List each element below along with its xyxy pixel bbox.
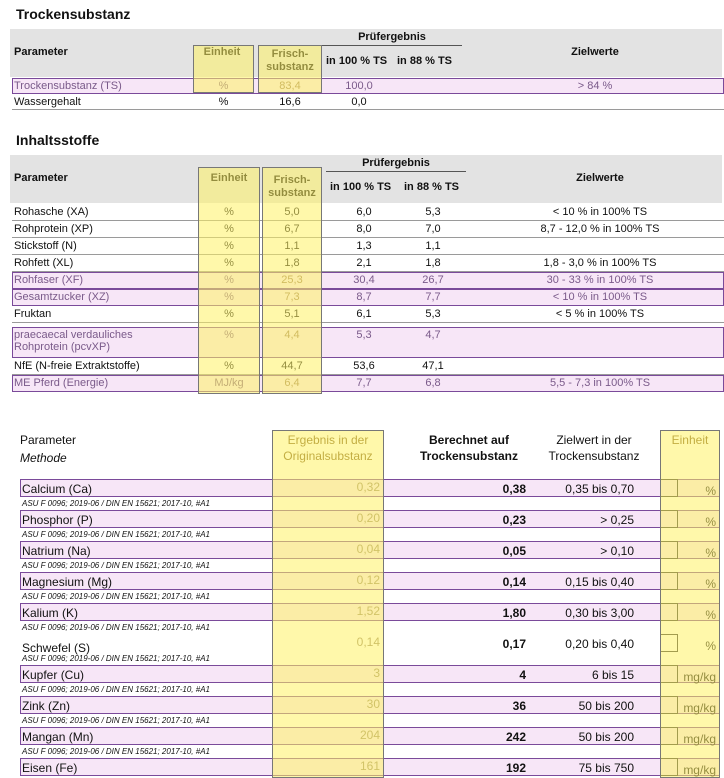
header-ts88: in 88 % TS (404, 181, 460, 193)
ts88-value: 7,7 (425, 291, 441, 303)
header-ts88: in 88 % TS (397, 55, 453, 67)
calculated-value: 0,14 (502, 575, 526, 589)
table-row (12, 306, 724, 323)
zielwert-value: 1,8 - 3,0 % in 100% TS (543, 257, 657, 269)
element-name: Calcium (Ca) (22, 482, 93, 496)
highlight-frischsubstanz-column (262, 167, 322, 394)
element-name: Phosphor (P) (22, 513, 93, 527)
header-zielwerte: Zielwerte (571, 46, 619, 58)
ts100-value: 6,1 (356, 308, 372, 320)
table-row (12, 78, 724, 94)
method-reference: ASU F 0096; 2019-06 / DIN EN 15621; 2017-10, #A1 (22, 654, 210, 663)
header-underline (322, 45, 462, 46)
zielwert-value: < 5 % in 100% TS (555, 308, 645, 320)
parameter-name: Stickstoff (N) (14, 240, 77, 252)
ts88-value: 1,8 (425, 257, 441, 269)
zielwert-value: 8,7 - 12,0 % in 100% TS (540, 223, 660, 235)
method-reference: ASU F 0096; 2019-06 / DIN EN 15621; 2017-10, #A1 (22, 561, 210, 570)
calculated-value: 0,17 (502, 637, 526, 651)
header-underline (326, 171, 466, 172)
parameter-name: NfE (N-freie Extraktstoffe) (14, 360, 140, 372)
highlight-einheit-column (193, 45, 254, 93)
header-parameter: Parameter (14, 172, 68, 184)
ts88-value: 47,1 (422, 360, 444, 372)
table-row (12, 289, 724, 306)
frischsubstanz-value: 16,6 (279, 96, 301, 108)
parameter-name: Gesamtzucker (XZ) (14, 291, 110, 303)
header-ts100: in 100 % TS (330, 181, 392, 193)
target-value: 0,30 bis 3,00 (565, 606, 634, 620)
target-value: > 0,25 (600, 513, 634, 527)
ts100-value: 8,0 (356, 223, 372, 235)
parameter-name: Rohfett (XL) (14, 257, 74, 269)
target-value: 0,35 bis 0,70 (565, 482, 634, 496)
parameter-name: Fruktan (14, 308, 52, 320)
calculated-value: 1,80 (502, 606, 526, 620)
table-row (12, 272, 724, 289)
zielwert-value: < 10 % in 100% TS (552, 206, 648, 218)
method-reference: ASU F 0096; 2019-06 / DIN EN 15621; 2017-10, #A1 (22, 530, 210, 539)
table-row (12, 255, 724, 272)
element-name: Schwefel (S) (22, 641, 91, 655)
table-row (12, 358, 724, 375)
ts88-value: 7,0 (425, 223, 441, 235)
table-row (12, 375, 724, 392)
method-reference: ASU F 0096; 2019-06 / DIN EN 15621; 2017-10, #A1 (22, 592, 210, 601)
target-value: 0,15 bis 0,40 (565, 575, 634, 589)
ts100-value: 1,3 (356, 240, 372, 252)
header-ts100: in 100 % TS (326, 55, 388, 67)
method-reference: ASU F 0096; 2019-06 / DIN EN 15621; 2017-10, #A1 (22, 716, 210, 725)
target-value: 0,20 bis 0,40 (565, 637, 634, 651)
row-separator (12, 109, 724, 110)
method-reference: ASU F 0096; 2019-06 / DIN EN 15621; 2017-10, #A1 (22, 499, 210, 508)
target-value: 50 bis 200 (578, 699, 634, 713)
ts100-value: 6,0 (356, 206, 372, 218)
ts88-value: 6,8 (425, 377, 441, 389)
ts100-value: 53,6 (353, 360, 375, 372)
parameter-name: Trockensubstanz (TS) (14, 80, 122, 92)
ts100-value: 7,7 (356, 377, 372, 389)
zielwert-value: > 84 % (577, 80, 613, 92)
highlight-einheit-column (660, 430, 720, 778)
ts100-value: 30,4 (353, 274, 375, 286)
highlight-frischsubstanz-column (258, 45, 322, 93)
target-value: 75 bis 750 (578, 761, 634, 775)
ts88-value: 5,3 (425, 308, 441, 320)
target-value: 6 bis 15 (591, 668, 634, 682)
header-berechnet: Berechnet auf Trockensubstanz (419, 433, 519, 463)
method-reference: ASU F 0096; 2019-06 / DIN EN 15621; 2017-10, #A1 (22, 623, 210, 632)
header-parameter: Parameter (14, 46, 68, 58)
table-row (12, 221, 724, 238)
element-name: Kalium (K) (22, 606, 79, 620)
highlight-einheit-column (198, 167, 260, 394)
parameter-name: Rohasche (XA) (14, 206, 89, 218)
calculated-value: 0,38 (502, 482, 526, 496)
table-row (12, 238, 724, 255)
element-name: Magnesium (Mg) (22, 575, 113, 589)
table-row (12, 94, 724, 110)
target-value: > 0,10 (600, 544, 634, 558)
ts100-value: 100,0 (345, 80, 373, 92)
method-reference: ASU F 0096; 2019-06 / DIN EN 15621; 2017-10, #A1 (22, 685, 210, 694)
header-parameter: Parameter (20, 433, 77, 447)
table-row (12, 327, 724, 358)
calculated-value: 36 (512, 699, 526, 713)
ts100-value: 0,0 (351, 96, 367, 108)
zielwert-value: < 10 % in 100% TS (552, 291, 648, 303)
header-pruefergebnis: Prüfergebnis (362, 157, 430, 169)
parameter-name: ME Pferd (Energie) (14, 377, 109, 389)
parameter-name: Wassergehalt (14, 96, 81, 108)
section-title-inhaltsstoffe: Inhaltsstoffe (16, 132, 100, 148)
calculated-value: 0,23 (502, 513, 526, 527)
ts88-value: 26,7 (422, 274, 444, 286)
header-pruefergebnis: Prüfergebnis (358, 31, 426, 43)
method-reference: ASU F 0096; 2019-06 / DIN EN 15621; 2017-10, #A1 (22, 747, 210, 756)
ts100-value: 8,7 (356, 291, 372, 303)
header-zielwert: Zielwert in der Trockensubstanz (548, 433, 640, 463)
row-separator (12, 322, 724, 323)
highlight-original-column (272, 430, 384, 778)
parameter-name: praecaecal verdauliches Rohprotein (pcvXP) (14, 329, 133, 353)
ts88-value: 4,7 (425, 329, 441, 341)
section-title-trockensubstanz: Trockensubstanz (16, 6, 131, 22)
zielwert-value: 30 - 33 % in 100% TS (546, 274, 654, 286)
header-methode: Methode (20, 451, 67, 465)
element-name: Eisen (Fe) (22, 761, 78, 775)
ts100-value: 5,3 (356, 329, 372, 341)
element-name: Natrium (Na) (22, 544, 91, 558)
target-value: 50 bis 200 (578, 730, 634, 744)
calculated-value: 0,05 (502, 544, 526, 558)
ts100-value: 2,1 (356, 257, 372, 269)
unit-value: % (218, 96, 229, 108)
calculated-value: 4 (519, 668, 526, 682)
parameter-name: Rohfaser (XF) (14, 274, 84, 286)
calculated-value: 192 (505, 761, 526, 775)
header-zielwerte: Zielwerte (576, 172, 624, 184)
table-row (12, 204, 724, 221)
ts88-value: 1,1 (425, 240, 441, 252)
ts88-value: 5,3 (425, 206, 441, 218)
element-name: Mangan (Mn) (22, 730, 94, 744)
element-name: Kupfer (Cu) (22, 668, 85, 682)
element-name: Zink (Zn) (22, 699, 70, 713)
parameter-name: Rohprotein (XP) (14, 223, 93, 235)
calculated-value: 242 (505, 730, 526, 744)
zielwert-value: 5,5 - 7,3 in 100% TS (549, 377, 651, 389)
